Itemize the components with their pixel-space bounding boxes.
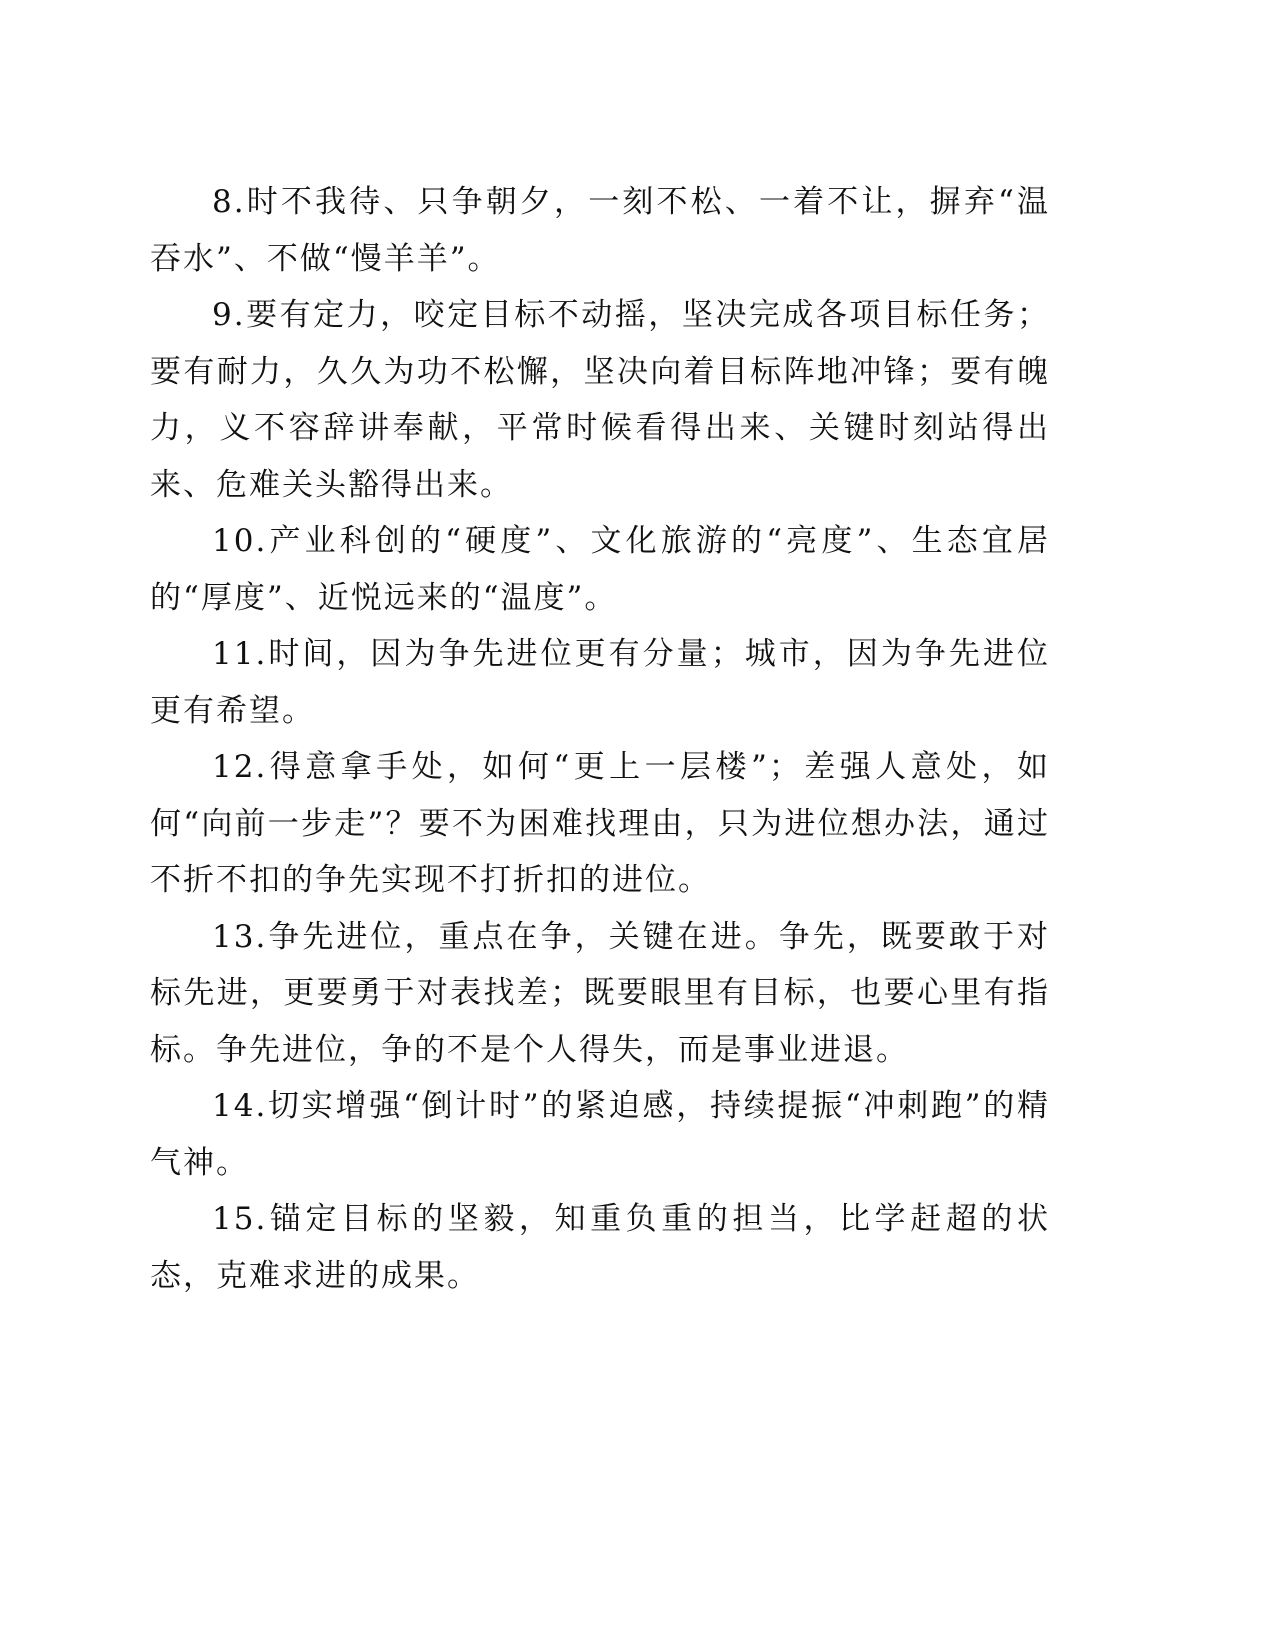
paragraph-11: 11.时间，因为争先进位更有分量；城市，因为争先进位更有希望。: [150, 636, 1050, 729]
paragraph-14: 14.切实增强“倒计时”的紧迫感，持续提振“冲刺跑”的精气神。: [150, 1088, 1050, 1181]
paragraph-12: 12.得意拿手处，如何“更上一层楼”；差强人意处，如何“向前一步走”？要不为困难找理由，只为进位想办法，通过不折不扣的争先实现不打折扣的进位。: [150, 749, 1050, 898]
paragraph-15: 15.锚定目标的坚毅，知重负重的担当，比学赶超的状态，克难求进的成果。: [150, 1201, 1050, 1294]
paragraph-13: 13.争先进位，重点在争，关键在进。争先，既要敢于对标先进，更要勇于对表找差；既要眼里有目标，也要心里有指标。争先进位，争的不是个人得失，而是事业进退。: [150, 918, 1050, 1068]
paragraph-10: 10.产业科创的“硬度”、文化旅游的“亮度”、生态宜居的“厚度”、近悦远来的“温度”。: [150, 523, 1050, 616]
document-body: [150, 174, 1050, 1304]
paragraph-8: 8.时不我待、只争朝夕，一刻不松、一着不让，摒弃“温吞水”、不做“慢羊羊”。: [150, 184, 1050, 277]
paragraph-9: 9.要有定力，咬定目标不动摇，坚决完成各项目标任务；要有耐力，久久为功不松懈，坚决向着目标阵地冲锋；要有魄力，义不容辞讲奉献，平常时候看得出来、关键时刻站得出来、危难关头豁得出来。: [150, 297, 1050, 503]
